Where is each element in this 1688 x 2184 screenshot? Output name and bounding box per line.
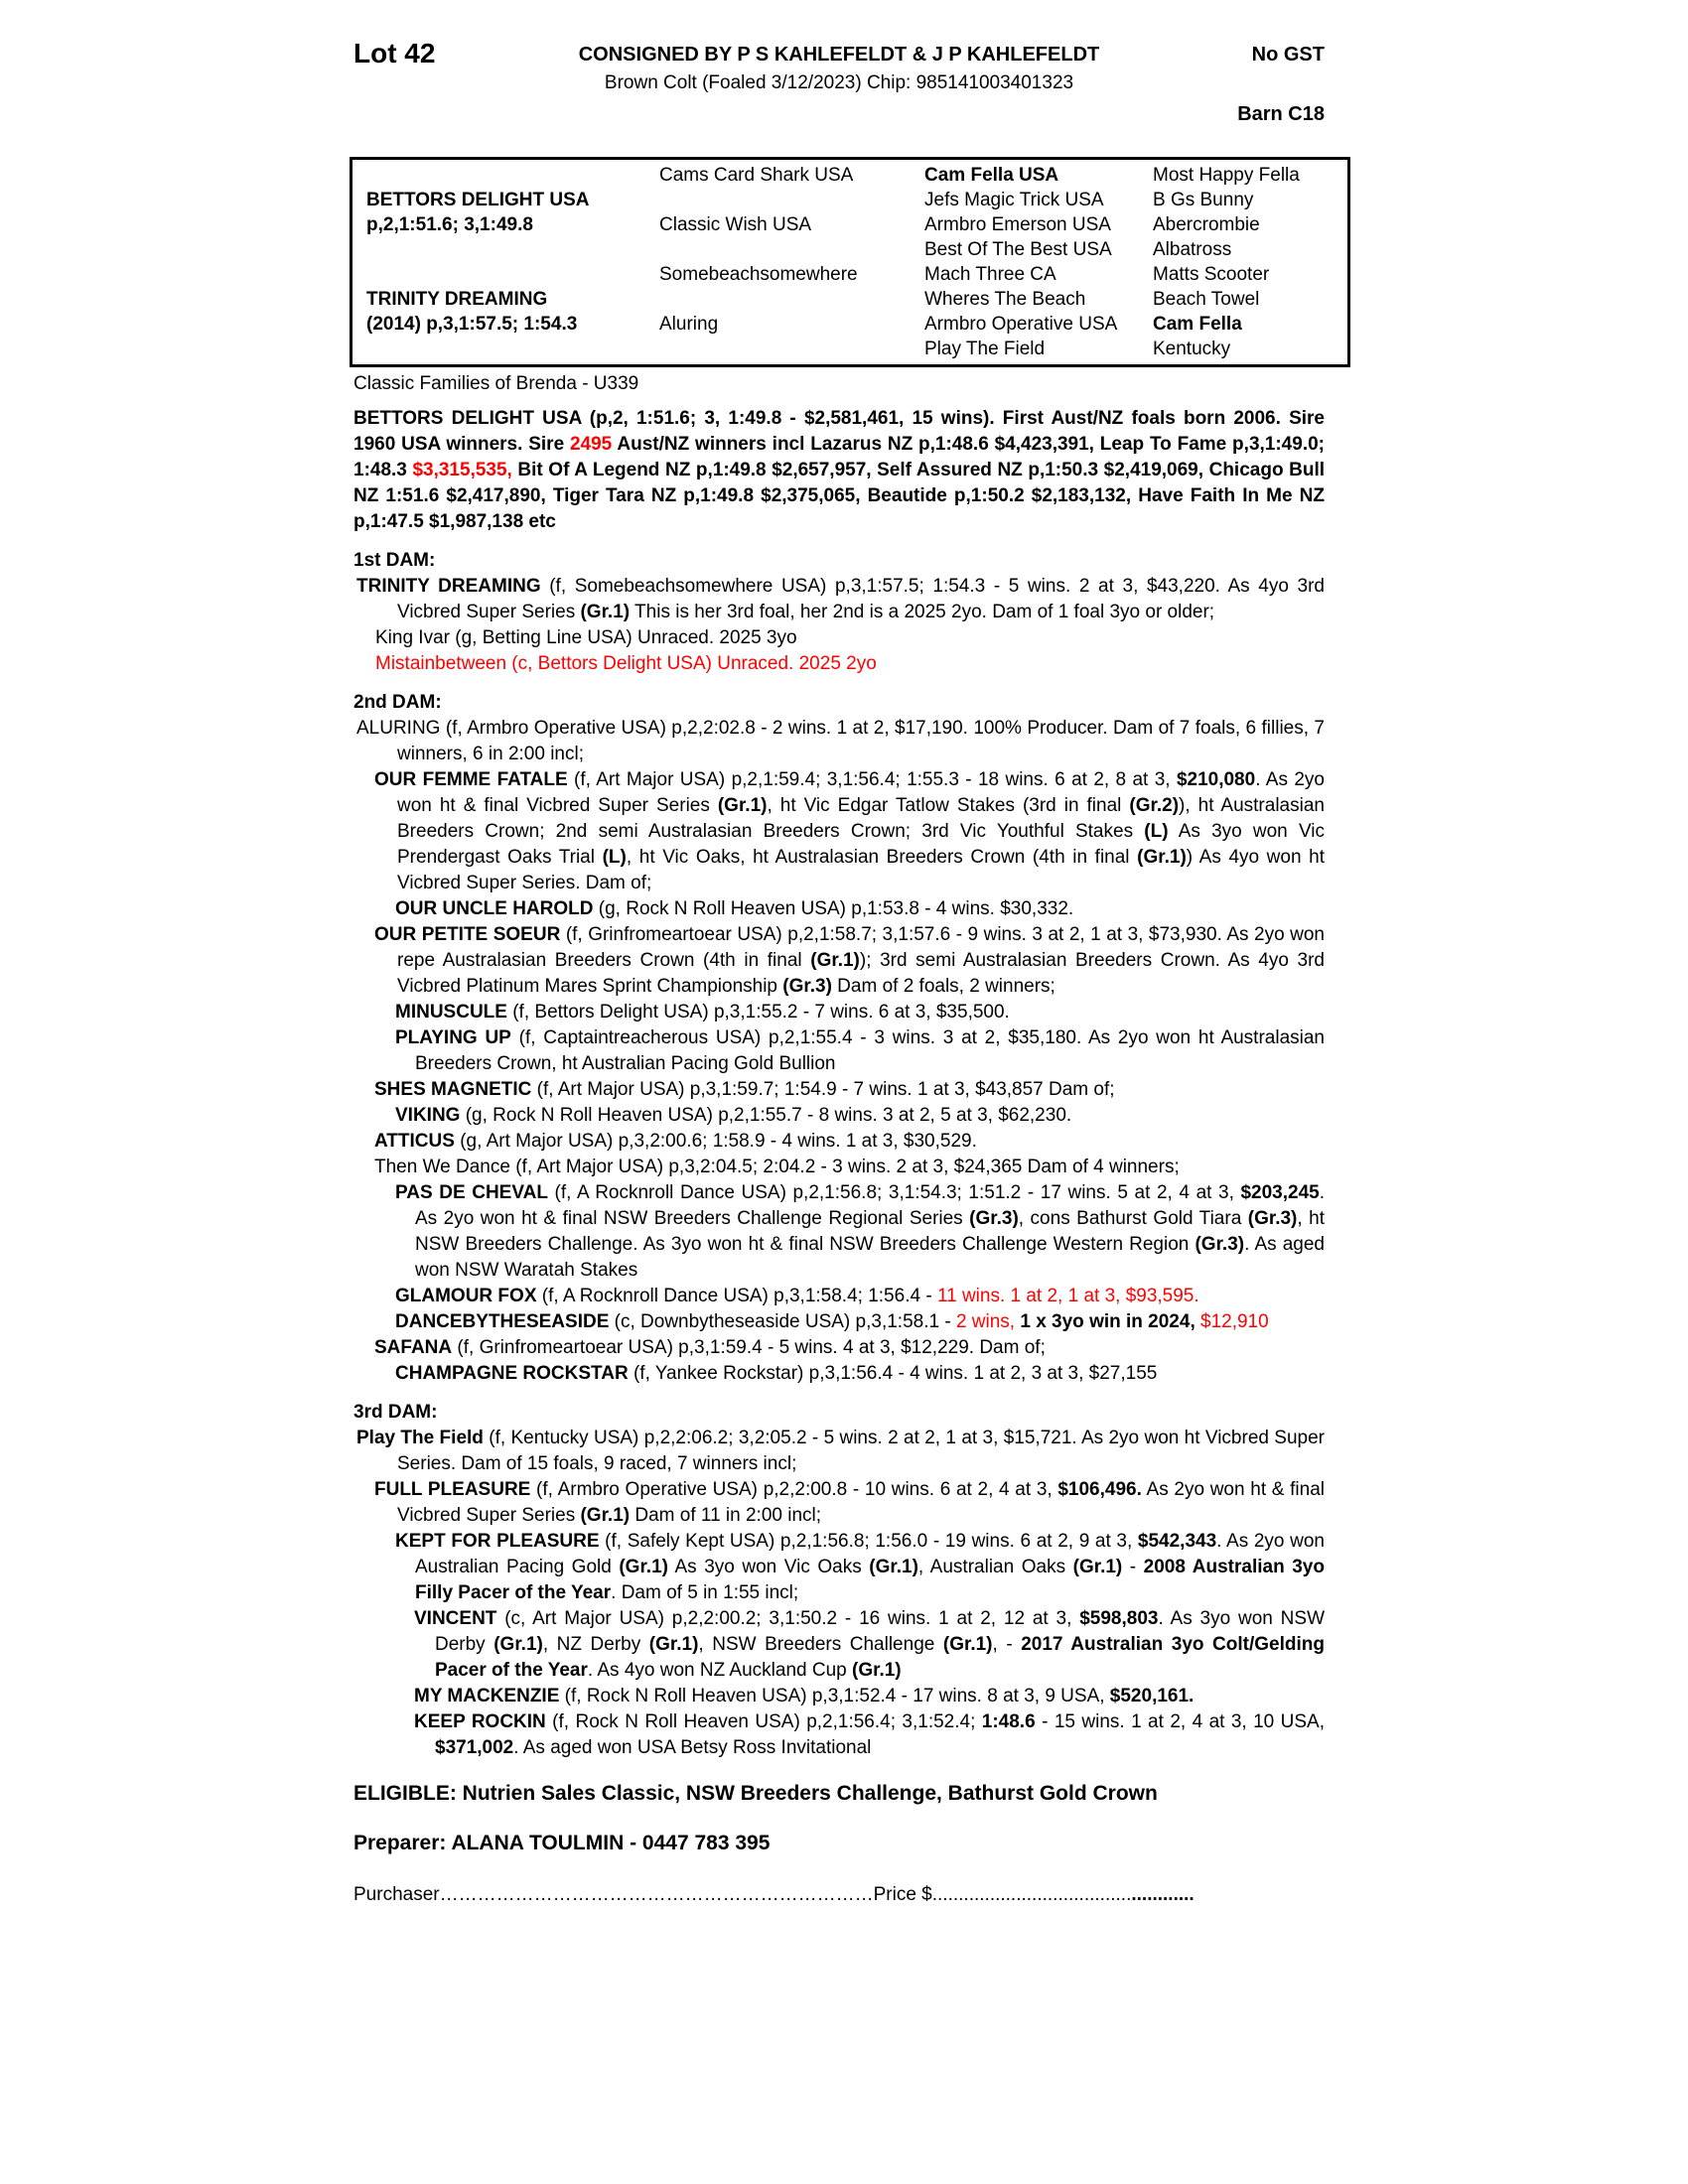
text-run: Aust/NZ winners incl Lazarus NZ p,1:48.6 $4,423,391, Leap To Fame p,3,1:49.0; 1:48.3 bbox=[353, 434, 1325, 480]
pedigree-paragraph bbox=[353, 1309, 1325, 1335]
consignor-line: CONSIGNED BY P S KAHLEFELDT & J P KAHLEFELDT bbox=[578, 44, 1100, 66]
pedigree-paragraph bbox=[353, 1103, 1325, 1129]
table-cell bbox=[352, 237, 659, 262]
no-gst-label: No GST bbox=[1251, 44, 1325, 66]
text-run: VIKING bbox=[395, 1105, 461, 1126]
text-run: (c, Downbytheseaside USA) p,3,1:58.1 - bbox=[609, 1311, 956, 1332]
pedigree-paragraph bbox=[353, 1335, 1325, 1361]
text-run: 2 wins, bbox=[955, 1311, 1016, 1332]
text-run: PAS DE CHEVAL bbox=[395, 1182, 548, 1203]
table-cell bbox=[659, 188, 924, 212]
text-run: ); 3rd semi Australasian Breeders Crown. As 4yo 3rd Vicbred Platinum Mares Sprint Championship bbox=[397, 950, 1325, 997]
colt-description: Brown Colt (Foaled 3/12/2023) Chip: 985141003401323 bbox=[604, 72, 1074, 93]
text-run: KEPT FOR PLEASURE bbox=[395, 1531, 600, 1552]
pedigree-sections bbox=[353, 406, 1325, 1761]
text-run: . As aged won USA Betsy Ross Invitational bbox=[513, 1737, 872, 1758]
pedigree-paragraph bbox=[353, 574, 1325, 625]
text-run: SHES MAGNETIC bbox=[374, 1079, 532, 1100]
text-run: MY MACKENZIE bbox=[414, 1686, 560, 1706]
text-run: (c, Art Major USA) p,2,2:00.2; 3,1:50.2 - 16 wins. 1 at 2, 12 at 3, bbox=[496, 1608, 1080, 1629]
text-run: 11 wins. 1 at 2, 1 at 3, $93,595. bbox=[936, 1286, 1199, 1306]
table-cell: Aluring bbox=[659, 314, 719, 335]
table-cell: Abercrombie bbox=[1153, 214, 1260, 235]
text-run: (f, Grinfromeartoear USA) p,3,1:59.4 - 5 wins. 4 at 3, $12,229. Dam of; bbox=[452, 1337, 1046, 1358]
purchaser-dots: …………………………………………………………… bbox=[439, 1884, 874, 1905]
table-cell bbox=[352, 163, 659, 188]
purchaser-line bbox=[353, 1882, 1325, 1908]
table-cell: Armbro Operative USA bbox=[924, 314, 1118, 335]
text-run: $598,803 bbox=[1079, 1608, 1159, 1629]
text-run: (f, Safely Kept USA) p,2,1:56.8; 1:56.0 - 19 wins. 6 at 2, 9 at 3, bbox=[599, 1531, 1138, 1552]
text-run: $542,343 bbox=[1137, 1531, 1217, 1552]
text-run: (g, Rock N Roll Heaven USA) p,1:53.8 - 4 wins. $30,332. bbox=[593, 898, 1074, 919]
text-run: (f, Rock N Roll Heaven USA) p,2,1:56.4; 3,1:52.4; bbox=[545, 1711, 982, 1732]
text-run: (Gr.1) bbox=[493, 1634, 543, 1655]
table-cell: Wheres The Beach bbox=[924, 289, 1086, 310]
text-run: $371,002 bbox=[435, 1737, 514, 1758]
text-run: . As 4yo won NZ Auckland Cup bbox=[587, 1660, 852, 1681]
pedigree-paragraph bbox=[353, 1155, 1325, 1180]
text-run: (g, Art Major USA) p,3,2:00.6; 1:58.9 - 4 wins. 1 at 3, $30,529. bbox=[454, 1131, 977, 1152]
family-line: Classic Families of Brenda - U339 bbox=[353, 373, 639, 394]
text-run: 1:48.6 bbox=[981, 1711, 1036, 1732]
text-run: , ht Vic Oaks, ht Australasian Breeders Crown (4th in final bbox=[626, 847, 1138, 868]
text-run: - bbox=[1122, 1557, 1144, 1577]
preparer-line: Preparer: ALANA TOULMIN - 0447 783 395 bbox=[353, 1832, 771, 1854]
text-run: (f, Art Major USA) p,3,1:59.7; 1:54.9 - 7 wins. 1 at 3, $43,857 Dam of; bbox=[531, 1079, 1115, 1100]
text-run: (Gr.1) bbox=[942, 1634, 993, 1655]
text-run: (Gr.1) bbox=[717, 795, 768, 816]
table-cell: Beach Towel bbox=[1153, 289, 1260, 310]
text-run: As 2yo won ht & final Vicbred Super Series bbox=[397, 1479, 1326, 1526]
table-cell: B Gs Bunny bbox=[1153, 190, 1254, 210]
text-run: (Gr.1) bbox=[852, 1660, 902, 1681]
text-run: . As 2yo won Australian Pacing Gold bbox=[415, 1531, 1325, 1577]
text-run: Bit Of A Legend NZ p,1:49.8 $2,657,957, Self Assured NZ p,1:50.3 $2,419,069, Chicago Bull NZ 1:51.6 $2,417,890, Tiger Tara NZ p,1:49.8 $2,375,065, Beautide p,1:50.2 $2,183,132, Have Faith In Me NZ p,1:47.5 $1,987,138 etc bbox=[353, 460, 1326, 532]
text-run: Then We Dance (f, Art Major USA) p,3,2:04.5; 2:04.2 - 3 wins. 2 at 3, $24,365 Dam of 4 winners; bbox=[374, 1157, 1180, 1177]
text-run: Mistainbetween (c, Bettors Delight USA) Unraced. 2025 2yo bbox=[375, 653, 877, 674]
text-run: ) As 4yo won ht Vicbred Super Series. Dam of; bbox=[397, 847, 1326, 893]
text-run: (L) bbox=[1144, 821, 1169, 842]
price-dots: ...................................... bbox=[931, 1884, 1132, 1905]
text-run: CHAMPAGNE ROCKSTAR bbox=[395, 1363, 629, 1384]
text-run: (Gr.3) bbox=[782, 976, 832, 997]
text-run: (f, Grinfromeartoear USA) p,2,1:58.7; 3,1:57.6 - 9 wins. 3 at 2, 1 at 3, $73,930. As 2yo won repe Australasian Breeders Crown (4th in final bbox=[397, 924, 1326, 971]
table-cell: (2014) p,3,1:57.5; 1:54.3 bbox=[366, 314, 578, 335]
lot-number: Lot 42 bbox=[353, 38, 436, 68]
text-run: (Gr.1) bbox=[1072, 1557, 1123, 1577]
text-run: (f, Kentucky USA) p,2,2:06.2; 3,2:05.2 - 5 wins. 2 at 2, 1 at 3, $15,721. As 2yo won ht Vicbred Super Series. Dam of 15 foals, 9 raced, 7 winners incl; bbox=[397, 1428, 1325, 1474]
text-run: $3,315,535, bbox=[412, 460, 512, 480]
text-run: (f, A Rocknroll Dance USA) p,2,1:56.8; 3,1:54.3; 1:51.2 - 17 wins. 5 at 2, 4 at 3, bbox=[547, 1182, 1241, 1203]
text-run: (f, Captaintreacherous USA) p,2,1:55.4 - 3 wins. 3 at 2, $35,180. As 2yo won ht Australasian Breeders Crown, ht Australian Pacing Gold Bullion bbox=[415, 1027, 1325, 1074]
text-run: 2017 Australian 3yo Colt/Gelding Pacer of the Year bbox=[435, 1634, 1325, 1681]
text-run: , ht Vic Edgar Tatlow Stakes (3rd in final bbox=[767, 795, 1130, 816]
text-run: ALURING (f, Armbro Operative USA) p,2,2:02.8 - 2 wins. 1 at 2, $17,190. 100% Producer. Dam of 7 foals, 6 fillies, 7 winners, 6 in 2:00 incl; bbox=[356, 718, 1325, 764]
pedigree-paragraph bbox=[353, 1709, 1325, 1761]
text-run: OUR FEMME FATALE bbox=[374, 769, 568, 790]
text-run: (L) bbox=[602, 847, 627, 868]
text-run: SAFANA bbox=[374, 1337, 453, 1358]
text-run: (Gr.1) bbox=[619, 1557, 668, 1577]
text-run: $203,245 bbox=[1240, 1182, 1320, 1203]
table-cell: Somebeachsomewhere bbox=[659, 264, 858, 285]
text-run: King Ivar (g, Betting Line USA) Unraced. 2025 3yo bbox=[375, 627, 797, 648]
pedigree-paragraph bbox=[353, 1284, 1325, 1309]
text-run: MINUSCULE bbox=[395, 1002, 507, 1023]
text-run: KEEP ROCKIN bbox=[414, 1711, 546, 1732]
pedigree-paragraph bbox=[353, 716, 1325, 767]
text-run: ATTICUS bbox=[374, 1131, 455, 1152]
text-run: (Gr.3) bbox=[1247, 1208, 1298, 1229]
text-run: , bbox=[1190, 1311, 1201, 1332]
text-run: GLAMOUR FOX bbox=[395, 1286, 537, 1306]
table-cell: Albatross bbox=[1153, 239, 1232, 260]
text-run: Dam of 2 foals, 2 winners; bbox=[831, 976, 1055, 997]
section-heading: 3rd DAM: bbox=[353, 1402, 438, 1423]
barn-label: Barn C18 bbox=[1237, 103, 1325, 125]
text-run: Play The Field bbox=[356, 1428, 484, 1448]
text-run: . As 2yo won ht & final Vicbred Super Series bbox=[397, 769, 1325, 816]
text-run: . As 3yo won NSW Derby bbox=[435, 1608, 1326, 1655]
pedigree-table bbox=[350, 157, 1350, 367]
text-run: (Gr.3) bbox=[1195, 1234, 1245, 1255]
pedigree-paragraph bbox=[353, 1025, 1325, 1077]
pedigree-paragraph bbox=[353, 1361, 1325, 1387]
text-run: (Gr.3) bbox=[969, 1208, 1019, 1229]
text-run: (f, A Rocknroll Dance USA) p,3,1:58.4; 1:56.4 - bbox=[536, 1286, 937, 1306]
table-cell bbox=[659, 287, 924, 312]
section-heading: 1st DAM: bbox=[353, 550, 436, 571]
pedigree-paragraph bbox=[353, 1180, 1325, 1284]
table-cell: BETTORS DELIGHT USA bbox=[366, 190, 590, 210]
text-run: 1 x 3yo win in 2024 bbox=[1020, 1311, 1191, 1332]
price-label: Price $ bbox=[873, 1884, 932, 1905]
table-cell: Kentucky bbox=[1153, 339, 1231, 359]
text-run: This is her 3rd foal, her 2nd is a 2025 2yo. Dam of 1 foal 3yo or older; bbox=[630, 602, 1215, 622]
table-cell bbox=[659, 237, 924, 262]
table-cell: Cams Card Shark USA bbox=[659, 165, 854, 186]
table-cell bbox=[659, 337, 924, 361]
pedigree-paragraph bbox=[353, 922, 1325, 1000]
table-cell: TRINITY DREAMING bbox=[366, 289, 548, 310]
table-cell: Armbro Emerson USA bbox=[924, 214, 1111, 235]
section-heading: 2nd DAM: bbox=[353, 692, 442, 713]
pedigree-paragraph bbox=[353, 625, 1325, 651]
text-run: (Gr.1) bbox=[810, 950, 860, 971]
text-run: $12,910 bbox=[1200, 1311, 1269, 1332]
text-run: 2008 Australian 3yo Filly Pacer of the Year bbox=[415, 1557, 1325, 1603]
text-run: OUR UNCLE HAROLD bbox=[395, 898, 594, 919]
text-run: OUR PETITE SOEUR bbox=[374, 924, 561, 945]
pedigree-paragraph bbox=[353, 1606, 1325, 1684]
text-run: (g, Rock N Roll Heaven USA) p,2,1:55.7 - 8 wins. 3 at 2, 5 at 3, $62,230. bbox=[460, 1105, 1072, 1126]
text-run: , - bbox=[992, 1634, 1022, 1655]
pedigree-paragraph bbox=[353, 1000, 1325, 1025]
text-run: 2495 bbox=[569, 434, 613, 455]
text-run: ), ht Australasian Breeders Crown; 2nd semi Australasian Breeders Crown; 3rd Vic Youthful Stakes bbox=[397, 795, 1325, 842]
table-cell: Cam Fella bbox=[1153, 314, 1242, 335]
pedigree-paragraph bbox=[353, 1077, 1325, 1103]
text-run: (f, Bettors Delight USA) p,3,1:55.2 - 7 wins. 6 at 3, $35,500. bbox=[506, 1002, 1010, 1023]
pedigree-paragraph bbox=[353, 1426, 1325, 1477]
pedigree-paragraph bbox=[353, 651, 1325, 677]
text-run: , NSW Breeders Challenge bbox=[698, 1634, 943, 1655]
text-run: , cons Bathurst Gold Tiara bbox=[1018, 1208, 1248, 1229]
table-cell: p,2,1:51.6; 3,1:49.8 bbox=[366, 214, 533, 235]
table-cell: Play The Field bbox=[924, 339, 1046, 359]
text-run: As 3yo won Vic Oaks bbox=[667, 1557, 870, 1577]
table-cell bbox=[352, 337, 659, 361]
pedigree-paragraph bbox=[353, 406, 1325, 535]
purchaser-label: Purchaser bbox=[353, 1884, 440, 1905]
price-dots-bold: ............ bbox=[1131, 1884, 1195, 1905]
text-run: (Gr.2) bbox=[1129, 795, 1180, 816]
eligible-line: ELIGIBLE: Nutrien Sales Classic, NSW Breeders Challenge, Bathurst Gold Crown bbox=[353, 1782, 1158, 1805]
table-cell: Classic Wish USA bbox=[659, 214, 812, 235]
text-run: (f, Somebeachsomewhere USA) p,3,1:57.5; 1:54.3 - 5 wins. 2 at 3, $43,220. As 4yo 3rd Vicbred Super Series bbox=[397, 576, 1326, 622]
text-run: As 3yo won Vic Prendergast Oaks Trial bbox=[397, 821, 1325, 868]
table-cell: Cam Fella USA bbox=[924, 165, 1059, 186]
text-run: , Australian Oaks bbox=[917, 1557, 1073, 1577]
text-run: (Gr.1) bbox=[580, 602, 631, 622]
text-run: $106,496. bbox=[1057, 1479, 1142, 1500]
text-run: PLAYING UP bbox=[395, 1027, 511, 1048]
pedigree-paragraph bbox=[353, 1529, 1325, 1606]
table-cell: Best Of The Best USA bbox=[924, 239, 1112, 260]
pedigree-paragraph bbox=[353, 1477, 1325, 1529]
pedigree-text bbox=[353, 371, 1325, 1908]
table-cell: Mach Three CA bbox=[924, 264, 1056, 285]
table-cell bbox=[352, 262, 659, 287]
pedigree-paragraph bbox=[353, 1129, 1325, 1155]
table-cell: Matts Scooter bbox=[1153, 264, 1270, 285]
text-run: (Gr.1) bbox=[1137, 847, 1187, 868]
text-run: . As 2yo won ht & final NSW Breeders Challenge Regional Series bbox=[415, 1182, 1325, 1229]
text-run: , NZ Derby bbox=[542, 1634, 649, 1655]
text-run: $210,080 bbox=[1176, 769, 1256, 790]
text-run: (Gr.1) bbox=[648, 1634, 699, 1655]
text-run: TRINITY DREAMING bbox=[356, 576, 541, 597]
pedigree-paragraph bbox=[353, 896, 1325, 922]
text-run: DANCEBYTHESEASIDE bbox=[395, 1311, 610, 1332]
text-run: Dam of 11 in 2:00 incl; bbox=[630, 1505, 822, 1526]
text-run: . Dam of 5 in 1:55 incl; bbox=[611, 1582, 799, 1603]
text-run: , ht NSW Breeders Challenge. As 3yo won ht & final NSW Breeders Challenge Western Region bbox=[415, 1208, 1325, 1255]
text-run: FULL PLEASURE bbox=[374, 1479, 531, 1500]
pedigree-paragraph bbox=[353, 767, 1325, 896]
text-run: (Gr.1) bbox=[869, 1557, 918, 1577]
table-cell: Most Happy Fella bbox=[1153, 165, 1300, 186]
text-run: (f, Art Major USA) p,2,1:59.4; 3,1:56.4; 1:55.3 - 18 wins. 6 at 2, 8 at 3, bbox=[567, 769, 1177, 790]
text-run: (Gr.1) bbox=[580, 1505, 631, 1526]
text-run: . As aged won NSW Waratah Stakes bbox=[415, 1234, 1325, 1281]
text-run: (f, Rock N Roll Heaven USA) p,3,1:52.4 - 17 wins. 8 at 3, 9 USA, bbox=[559, 1686, 1110, 1706]
table-cell: Jefs Magic Trick USA bbox=[924, 190, 1104, 210]
text-run: - 15 wins. 1 at 2, 4 at 3, 10 USA, bbox=[1035, 1711, 1325, 1732]
text-run: VINCENT bbox=[414, 1608, 497, 1629]
text-run: $520,161. bbox=[1109, 1686, 1195, 1706]
text-run: BETTORS DELIGHT USA (p,2, 1:51.6; 3, 1:49.8 - $2,581,461, 15 wins). First Aust/NZ foals born 2006. Sire 1960 USA winners. Sire bbox=[353, 408, 1325, 455]
text-run: (f, Armbro Operative USA) p,2,2:00.8 - 10 wins. 6 at 2, 4 at 3, bbox=[530, 1479, 1058, 1500]
text-run: (f, Yankee Rockstar) p,3,1:56.4 - 4 wins. 1 at 2, 3 at 3, $27,155 bbox=[628, 1363, 1158, 1384]
pedigree-paragraph bbox=[353, 1684, 1325, 1709]
